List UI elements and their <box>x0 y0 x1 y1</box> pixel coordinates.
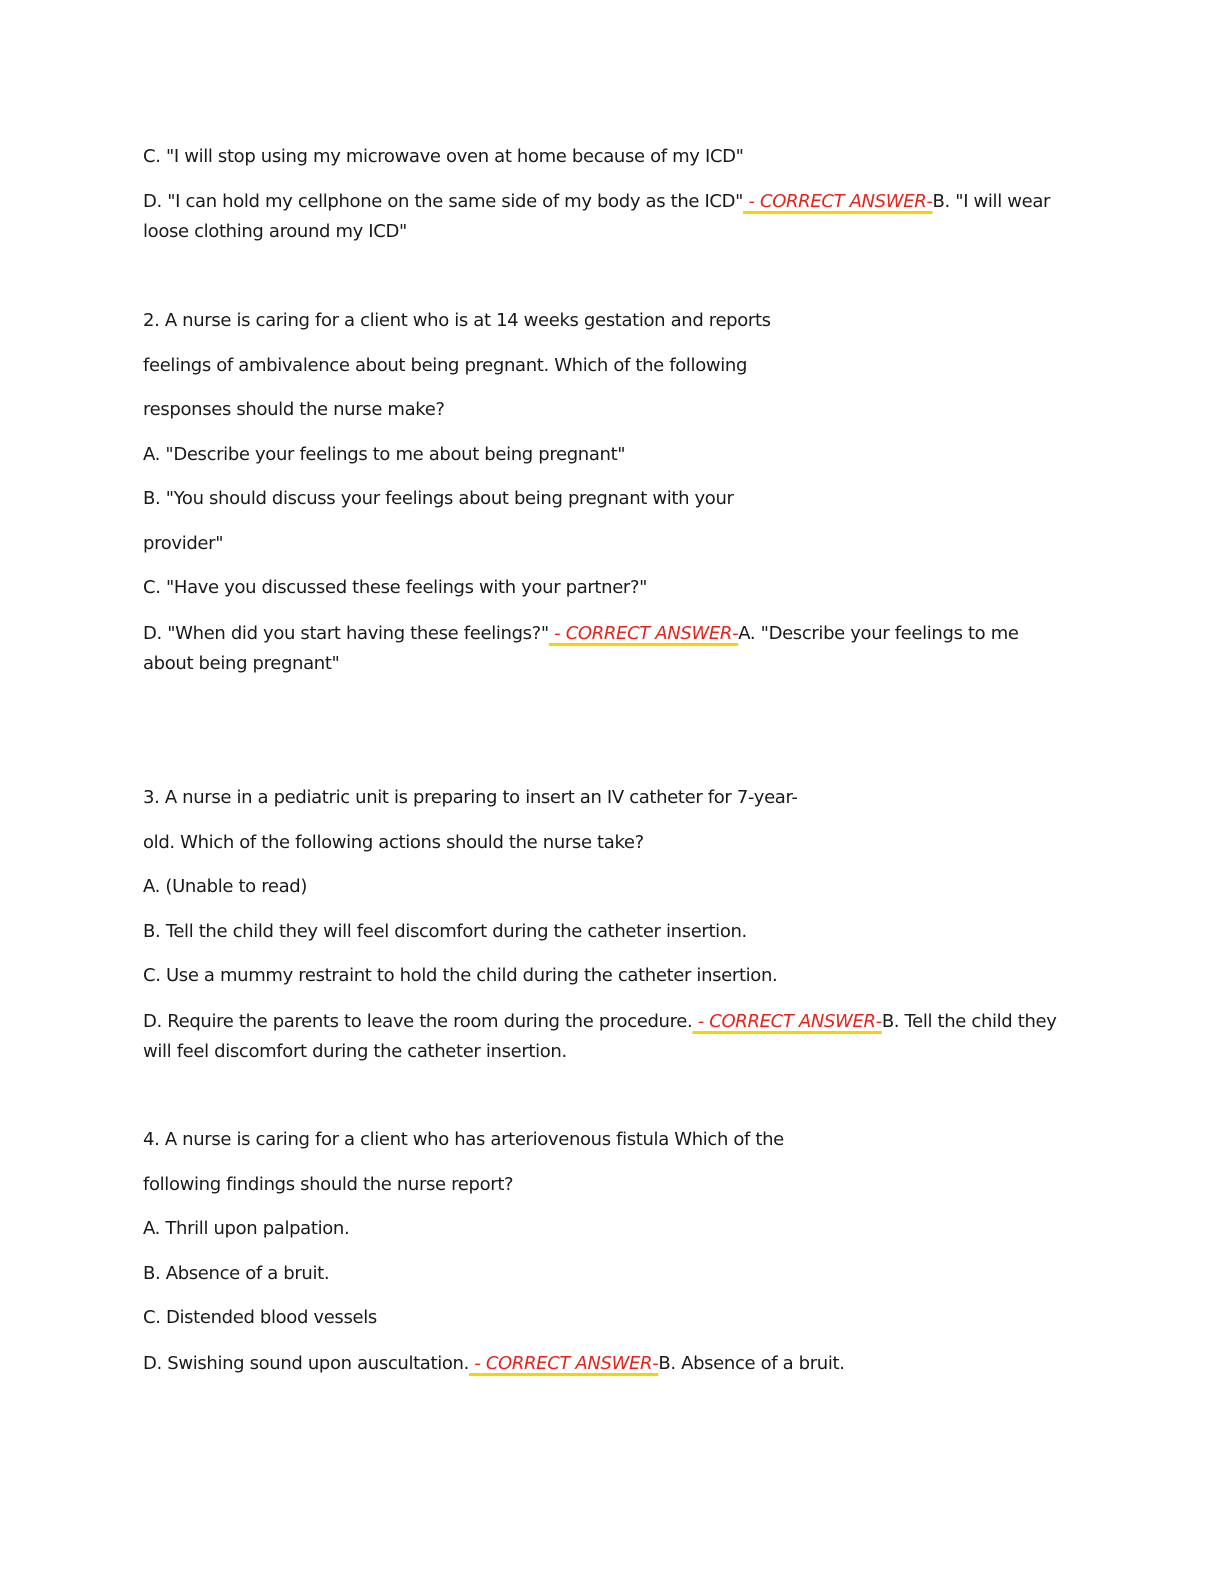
q1-option-d: D. "I can hold my cellphone on the same side of my body as the ICD" <box>143 191 744 212</box>
correct-answer-marker: - CORRECT ANSWER- <box>743 191 933 212</box>
q4-option-c: C. Distended blood vessels <box>143 1307 377 1328</box>
q2-stem-line-3: responses should the nurse make? <box>143 399 445 420</box>
q2-stem-line-1: 2. A nurse is caring for a client who is at 14 weeks gestation and reports <box>143 310 771 331</box>
q3-stem-line-2: old. Which of the following actions should the nurse take? <box>143 832 644 853</box>
q4-stem-line-2: following findings should the nurse report? <box>143 1174 514 1195</box>
q2-option-b-line-1: B. "You should discuss your feelings about being pregnant with your <box>143 488 734 509</box>
q3-stem-line-1: 3. A nurse in a pediatric unit is preparing to insert an IV catheter for 7-year- <box>143 787 798 808</box>
q2-option-b-line-2: provider" <box>143 533 224 554</box>
q2-option-c: C. "Have you discussed these feelings with your partner?" <box>143 577 648 598</box>
q4-stem-line-1: 4. A nurse is caring for a client who has arteriovenous fistula Which of the <box>143 1129 784 1150</box>
q1-option-c: C. "I will stop using my microwave oven at home because of my ICD" <box>143 146 744 167</box>
q4-option-a: A. Thrill upon palpation. <box>143 1218 350 1239</box>
q4-correct-answer: B. Absence of a bruit. <box>658 1353 845 1374</box>
q2-option-d: D. "When did you start having these feelings?" <box>143 623 549 644</box>
q4-option-d-with-answer <box>143 1349 1063 1379</box>
q2-stem-line-2: feelings of ambivalence about being pregnant. Which of the following <box>143 355 748 376</box>
correct-answer-marker: - CORRECT ANSWER- <box>468 1353 659 1374</box>
q3-option-b: B. Tell the child they will feel discomfort during the catheter insertion. <box>143 921 747 942</box>
q3-option-d: D. Require the parents to leave the room during the procedure. <box>143 1011 693 1032</box>
q3-option-c: C. Use a mummy restraint to hold the child during the catheter insertion. <box>143 965 778 986</box>
q4-option-d: D. Swishing sound upon auscultation. <box>143 1353 469 1374</box>
q4-option-b: B. Absence of a bruit. <box>143 1263 330 1284</box>
q1-correct-answer: B. "I will wear loose clothing around my ICD" <box>143 191 1051 242</box>
q2-option-d-with-answer <box>143 619 1063 679</box>
q1-option-d-with-answer <box>143 187 1063 247</box>
q3-option-d-with-answer <box>143 1007 1063 1067</box>
correct-answer-marker: - CORRECT ANSWER- <box>548 623 739 644</box>
correct-answer-marker: - CORRECT ANSWER- <box>692 1011 882 1032</box>
q3-correct-answer: B. Tell the child they will feel discomfort during the catheter insertion. <box>143 1011 1057 1062</box>
q3-option-a: A. (Unable to read) <box>143 876 307 897</box>
q2-option-a: A. "Describe your feelings to me about being pregnant" <box>143 444 626 465</box>
q2-correct-answer: A. "Describe your feelings to me about being pregnant" <box>143 623 1019 674</box>
